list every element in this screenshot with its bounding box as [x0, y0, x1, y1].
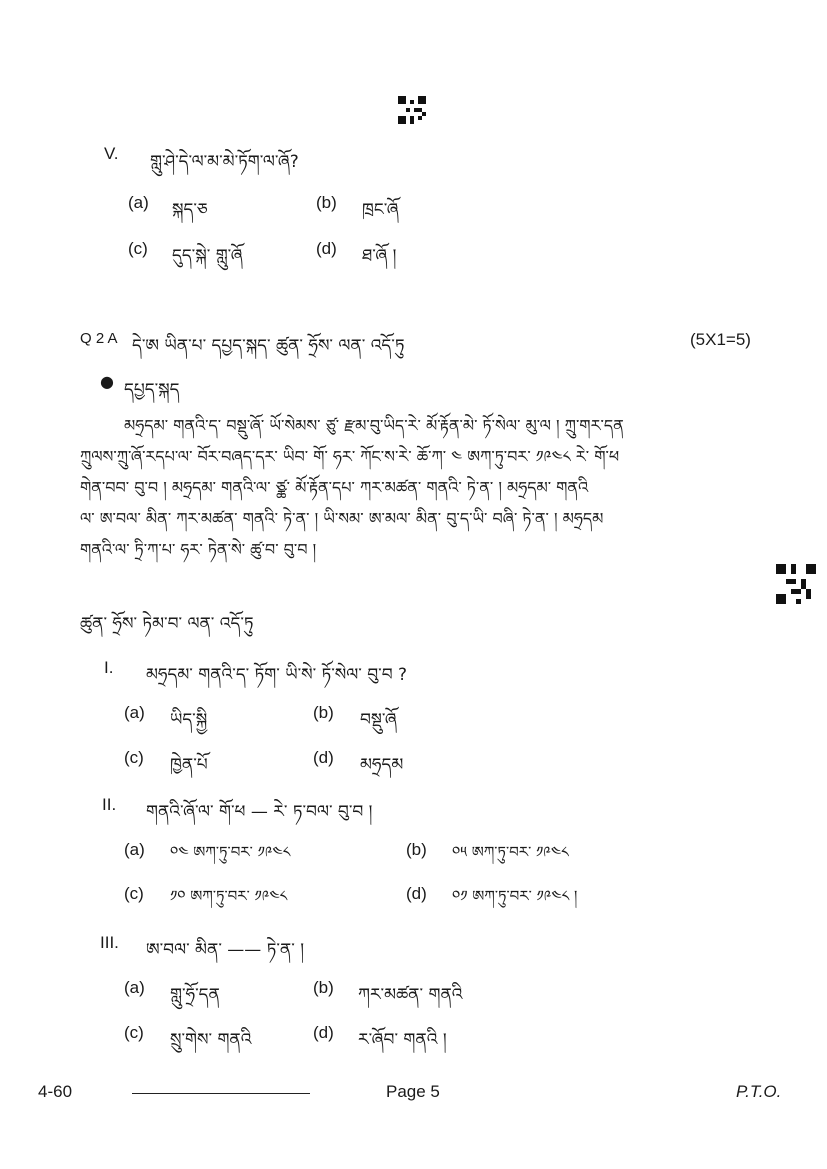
option-label: (c) — [128, 239, 148, 258]
question-v-text: གླུ་ཤེ་དེ་ལ་མ་མེ་ཏོག་ལ་ཞོ? — [150, 152, 299, 172]
option-label: (a) — [128, 193, 149, 212]
option-label: (a) — [124, 978, 145, 997]
option-text: གླུ་ཧྲོ་དན — [170, 985, 220, 1005]
option-text: སྐད་ཅ — [172, 200, 208, 220]
q2b-heading: ཚུན་ ཧྲོས་ ཏེམ་བ་ ལན་ འདོ་ཏུ — [80, 614, 254, 634]
option-text: ཁྱེན་པོ — [170, 755, 208, 775]
option-text: བསྡུ་ཞོ — [360, 710, 397, 730]
passage-line: གནའི་ལ་ ཏྲི་ཀ་པ་ ཧར་ ཏེན་སེ་ ཚུ་བ་ བུ་བ ། — [80, 540, 317, 559]
option-label: (d) — [406, 884, 427, 903]
question-i-number: I. — [104, 658, 114, 677]
option-text: ཁྲང་ཞོ — [362, 200, 399, 220]
option-label: (c) — [124, 748, 144, 767]
option-text: ༠༤ ཨཀ་ཏུ་བར་ ༡༩༤༨ — [170, 843, 291, 861]
passage-line: ཀྲུལས་ཀྲུ་ཞོ་རདཔ་ལ་ བོར་བཞད་དར་ ཡིབ་ གོ་ ཧར་ ཀོང་ས་རེ་ ཆོ་ཀ་ ༤ ཨཀ་ཏུ་བར་ ༡༩༤༨ རེ་ གོ་ཕ — [80, 447, 620, 466]
page-turn-over: P.T.O. — [736, 1082, 782, 1101]
bullet-icon: ● — [100, 372, 114, 391]
question-iii-number: III. — [100, 933, 119, 952]
option-label: (d) — [316, 239, 337, 258]
question-ii-text: གནའི་ཞོ་ལ་ གོ་ཕ — རེ་ ཏ་བལ་ བུ་བ ། — [146, 802, 373, 822]
option-label: (c) — [124, 1023, 144, 1042]
passage-line: ལ་ ཨ་བལ་ མིན་ ཀར་མཚན་ གནའི་ ཏེ་ན་ ། ཡི་སམ་ ཨ་མལ་ མིན་ བུ་ད་ཡི་ བཞི་ ཏེ་ན་ ། མཧྲདམ — [80, 509, 604, 528]
option-text: ༡༠ ཨཀ་ཏུ་བར་ ༡༩༤༨ — [170, 887, 288, 905]
option-label: (d) — [313, 1023, 334, 1042]
option-text: སྲུ་གེས་ གནའི — [170, 1030, 252, 1050]
question-iii-text: ཨ་བལ་ མིན་ —— ཏེ་ན་ ། — [146, 940, 305, 960]
option-text: དུད་སྐེ་ གླུ་ཞོ — [172, 246, 243, 266]
option-label: (a) — [124, 840, 145, 859]
question-i-text: མཧྲདམ་ གནའི་ད་ ཏོག་ ཡི་སེ་ ཏོ་སེལ་ བུ་བ ? — [146, 665, 408, 685]
passage-heading: དཔྱད་སྐད — [124, 380, 180, 400]
page-number: Page 5 — [386, 1082, 440, 1101]
option-text: ༠༥ ཨཀ་ཏུ་བར་ ༡༩༤༨ — [452, 843, 569, 861]
passage-line: གེན་བབ་ བུ་བ ། མཧྲདམ་ གནའི་ལ་ ཙྪ་ མོ་རྟོན་དཔ་ ཀར་མཚན་ གནའི་ ཏེ་ན་ ། མཧྲདམ་ གནའི — [80, 478, 589, 497]
question-ii-number: II. — [102, 795, 117, 814]
q2a-label: Q 2 A — [80, 330, 118, 347]
passage-line: མཧྲདམ་ གནའི་ད་ བསྡུ་ཞོ་ ཡོ་སེམས་ ཙུ་ རྫམ་བུ་ཡིད་རེ་ མོ་རྟོན་མེ་ ཏོ་སེལ་ མུ་ལ ། ཀྲུ་གར་དན — [124, 416, 624, 435]
option-label: (b) — [406, 840, 427, 859]
question-v-number: V. — [104, 144, 119, 163]
option-label: (b) — [313, 703, 334, 722]
option-text: ཐ་ཞོ ། — [362, 246, 397, 266]
qr-code-top — [398, 96, 426, 124]
q2a-marks: (5X1=5) — [690, 330, 751, 349]
paper-code: 4-60 — [38, 1082, 73, 1101]
option-text: ཀར་མཚན་ གནའི — [358, 985, 463, 1005]
passage-body — [80, 410, 760, 565]
option-text: ༠༡ ཨཀ་ཏུ་བར་ ༡༩༤༨ ། — [452, 887, 578, 905]
option-label: (c) — [124, 884, 144, 903]
qr-code-side — [776, 564, 816, 604]
option-label: (b) — [316, 193, 337, 212]
option-label: (d) — [313, 748, 334, 767]
option-label: (b) — [313, 978, 334, 997]
option-text: མཧྲདམ — [360, 755, 404, 775]
footer-divider — [132, 1093, 310, 1094]
q2a-instruction: དེ་ཨ ཡིན་པ་ དཔྱད་སྐད་ ཚུན་ ཧྲོས་ ལན་ འདོ་ཏུ — [132, 336, 405, 356]
option-label: (a) — [124, 703, 145, 722]
option-text: ར་ཞོབ་ གནའི ། — [358, 1030, 447, 1050]
option-text: ཡིད་སྐྱི — [170, 710, 208, 730]
